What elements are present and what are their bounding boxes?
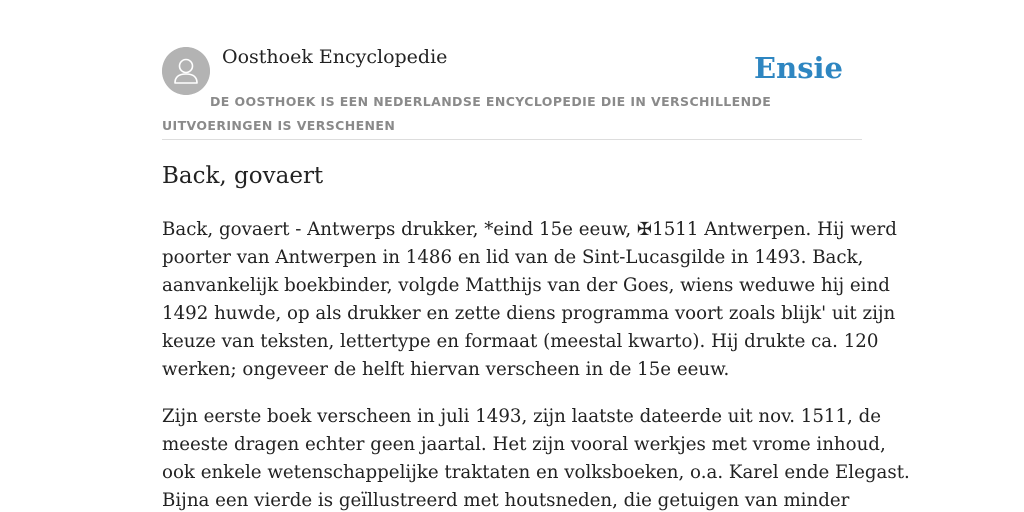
paragraph-line: Back, govaert - Antwerps drukker, *eind 15e eeuw, ✠1511 Antwerpen. Hij werd [162,219,897,240]
paragraph-line: meeste dragen echter geen jaartal. Het zijn vooral werkjes met vrome inhoud, [162,434,886,455]
article-paragraph [162,403,910,512]
header-divider [162,139,862,140]
brand-logo[interactable]: Ensie [754,51,843,85]
paragraph-line: 1492 huwde, op als drukker en zette diens programma voort zoals blijk' uit zijn [162,303,896,324]
article-body [162,216,910,512]
user-avatar-icon[interactable] [162,47,210,95]
article-paragraph [162,216,897,384]
source-tagline: DE OOSTHOEK IS EEN NEDERLANDSE ENCYCLOPEDIE DIE IN VERSCHILLENDE UITVOERINGEN IS VERSCHENEN [162,94,772,133]
paragraph-line: aanvankelijk boekbinder, volgde Matthijs van der Goes, wiens weduwe hij eind [162,275,890,296]
paragraph-line: Zijn eerste boek verscheen in juli 1493, zijn laatste dateerde uit nov. 1511, de [162,406,882,427]
paragraph-line: werken; ongeveer de helft hiervan verscheen in de 15e eeuw. [162,359,730,380]
paragraph-line: Bijna een vierde is geïllustreerd met houtsneden, die getuigen van minder [162,490,850,511]
source-name[interactable]: Oosthoek Encyclopedie [222,46,448,68]
paragraph-line: poorter van Antwerpen in 1486 en lid van de Sint-Lucasgilde in 1493. Back, [162,247,864,268]
paragraph-line: ook enkele wetenschappelijke traktaten en volksboeken, o.a. Karel ende Elegast. [162,462,910,483]
paragraph-line: keuze van teksten, lettertype en formaat (meestal kwarto). Hij drukte ca. 120 [162,331,879,352]
article-title: Back, govaert [162,163,324,189]
